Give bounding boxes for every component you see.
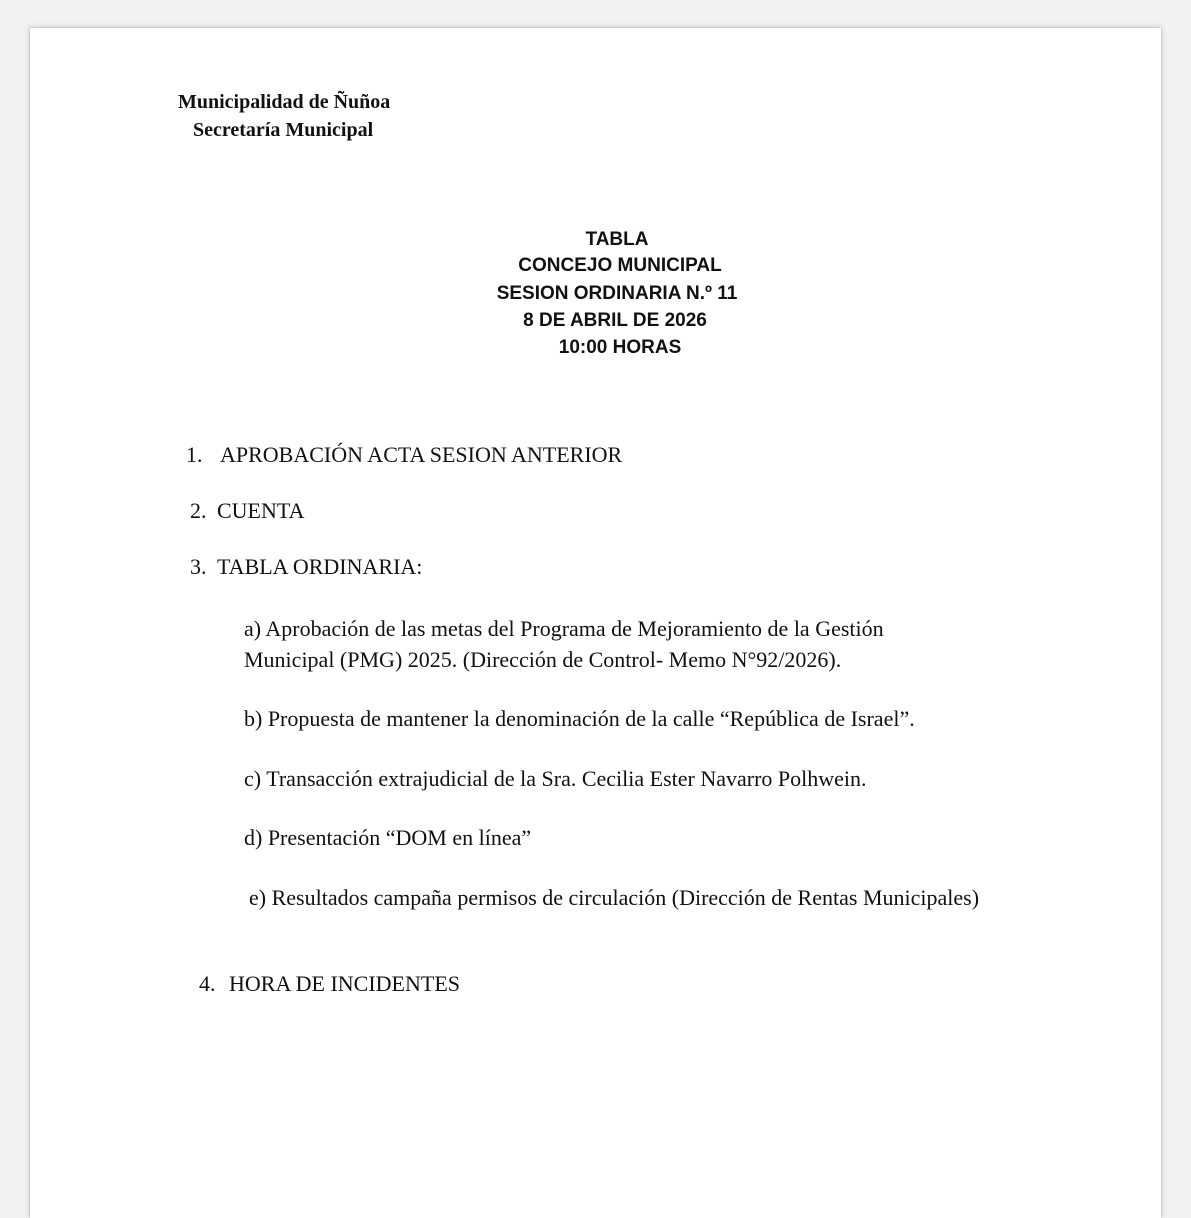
agenda-item-number: 1. [186,442,203,467]
agenda-item-label: TABLA ORDINARIA: [217,554,423,579]
header-municipality: Municipalidad de Ñuñoa [178,91,391,113]
subitem-a-line2: Municipal (PMG) 2025. (Dirección de Control- Memo N°92/2026). [244,647,842,672]
subitem-b: b) Propuesta de mantener la denominación de la calle “República de Israel”. [244,706,915,731]
agenda-item-label: HORA DE INCIDENTES [229,971,460,996]
agenda-item-number: 3. [190,554,207,579]
agenda-item-label: APROBACIÓN ACTA SESION ANTERIOR [220,442,623,467]
agenda-item-2 [190,498,304,524]
title-sesion: SESION ORDINARIA N.º 11 [496,283,738,304]
subitem-e: e) Resultados campaña permisos de circulación (Dirección de Rentas Municipales) [249,885,980,910]
title-tabla: TABLA [585,229,649,250]
title-concejo: CONCEJO MUNICIPAL [518,255,722,276]
agenda-item-3 [190,554,422,580]
agenda-item-1 [186,442,622,468]
agenda-item-number: 2. [190,498,207,523]
agenda-item-4 [199,971,460,997]
subitem-a-line1: a) Aprobación de las metas del Programa de Mejoramiento de la Gestión [244,616,884,641]
title-fecha: 8 DE ABRIL DE 2026 [523,310,707,331]
subitem-d: d) Presentación “DOM en línea” [244,825,532,850]
agenda-item-number: 4. [199,971,216,996]
header-secretary: Secretaría Municipal [193,119,374,141]
title-hora: 10:00 HORAS [558,337,682,358]
subitem-c: c) Transacción extrajudicial de la Sra. Cecilia Ester Navarro Polhwein. [244,766,867,791]
agenda-item-label: CUENTA [217,498,305,523]
